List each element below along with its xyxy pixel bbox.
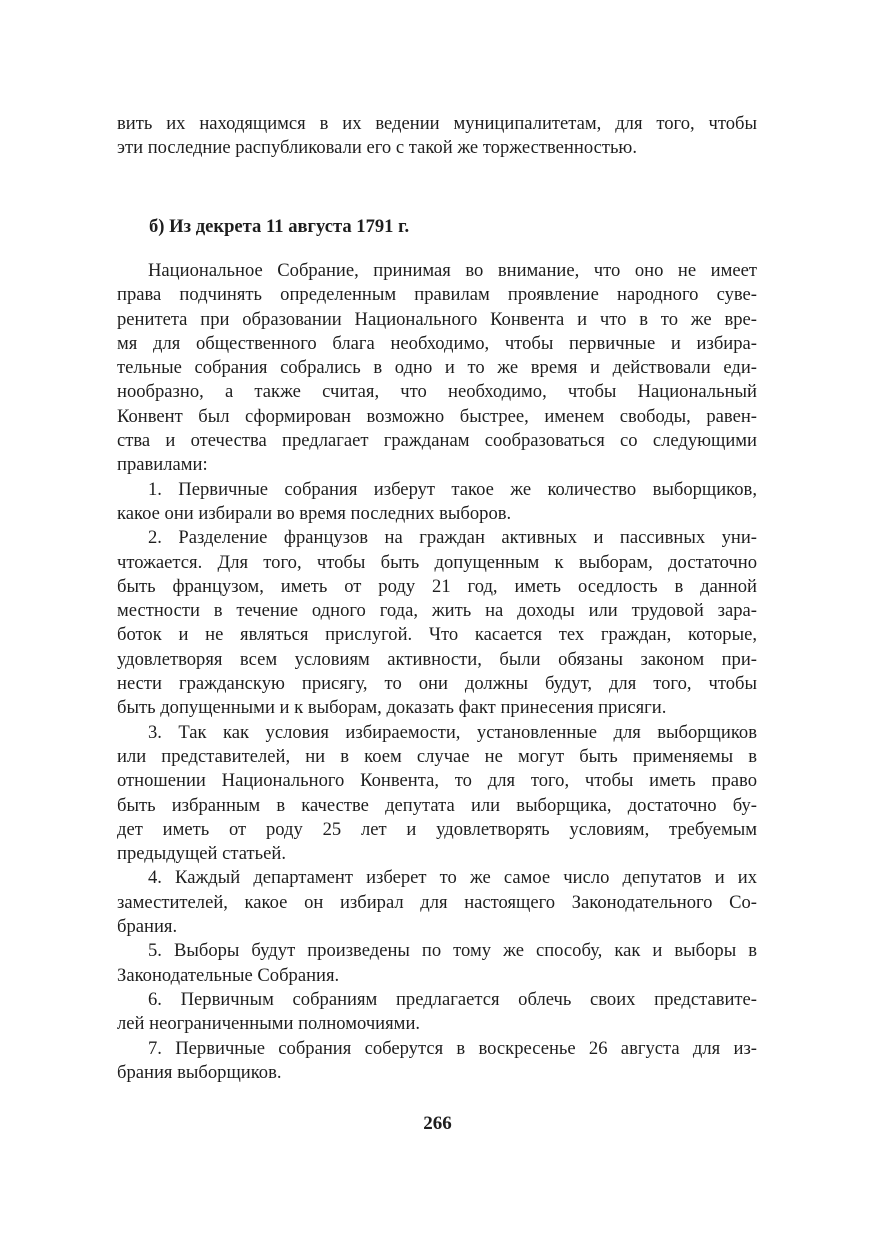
article-7-line: 7. Первичные собрания соберутся в воскресенье 26 августа для из-: [148, 1037, 757, 1059]
article-3-line: 3. Так как условия избираемости, установленные для выборщиков: [148, 721, 757, 743]
text-line: или представителей, ни в коем случае не могут быть применяемы в: [117, 745, 757, 767]
text-line: чтожается. Для того, чтобы быть допущенным к выборам, достаточно: [117, 551, 757, 573]
text-line: мя для общественного блага необходимо, чтобы первичные и избира-: [117, 332, 757, 354]
text-line: предыдущей статьей.: [117, 843, 286, 865]
text-line: вить их находящимся в их ведении муниципалитетам, для того, чтобы: [117, 113, 757, 134]
text-line: удовлетворяя всем условиям активности, были обязаны законом при-: [117, 648, 757, 670]
text-line: правилами:: [117, 454, 208, 476]
text-line: местности в течение одного года, жить на доходы или трудовой зара-: [117, 600, 757, 622]
text-line: боток и не являться прислугой. Что касается тех граждан, которые,: [117, 624, 757, 646]
article-6-line: 6. Первичным собраниям предлагается облечь своих представите-: [148, 988, 757, 1010]
text-line: эти последние распубликовали его с такой же торжественностью.: [117, 137, 637, 159]
text-line: Конвент был сформирован возможно быстрее, именем свободы, равен-: [117, 405, 757, 427]
text-line: заместителей, какое он избирал для настоящего Законодательного Со-: [117, 891, 757, 913]
text-line: Законодательные Собрания.: [117, 964, 340, 986]
text-line: ренитета при образовании Национального Конвента и что в то же вре-: [117, 308, 757, 330]
page-number: 266: [423, 1113, 452, 1134]
article-4-line: 4. Каждый департамент изберет то же самое число депутатов и их: [148, 867, 757, 889]
article-5-line: 5. Выборы будут произведены по тому же способу, как и выборы в: [148, 940, 757, 962]
text-line: нообразно, а также считая, что необходимо, чтобы Национальный: [117, 381, 757, 403]
text-line: быть допущенными и к выборам, доказать факт принесения присяги.: [117, 697, 667, 719]
section-heading: б) Из декрета 11 августа 1791 г.: [149, 216, 410, 237]
article-1-line: 1. Первичные собрания изберут такое же количество выборщиков,: [148, 478, 757, 500]
article-2-line: 2. Разделение французов на граждан активных и пассивных уни-: [148, 527, 757, 549]
text-line: нести гражданскую присягу, то они должны будут, для того, чтобы: [117, 673, 757, 695]
text-line: быть французом, иметь от роду 21 год, иметь оседлость в данной: [117, 575, 757, 597]
text-line: брания.: [117, 916, 178, 938]
text-line: быть избранным в качестве депутата или выборщика, достаточно бу-: [117, 794, 757, 816]
text-line: отношении Национального Конвента, то для того, чтобы иметь право: [117, 770, 757, 792]
text-line: лей неограниченными полномочиями.: [117, 1013, 421, 1035]
text-line: дет иметь от роду 25 лет и удовлетворять условиям, требуемым: [117, 818, 757, 840]
text-line: какое они избирали во время последних выборов.: [117, 502, 512, 524]
text-line: тельные собрания собрались в одно и то же время и действовали еди-: [117, 357, 757, 379]
text-line: права подчинять определенным правилам проявление народного суве-: [117, 284, 757, 306]
text-line: брания выборщиков.: [117, 1061, 282, 1083]
text-line: Национальное Собрание, принимая во внимание, что оно не имеет: [148, 260, 757, 281]
continuation-paragraph: [117, 112, 757, 161]
text-line: ства и отечества предлагает гражданам сообразоваться со следующими: [117, 430, 757, 452]
decree-text: [117, 259, 757, 1085]
